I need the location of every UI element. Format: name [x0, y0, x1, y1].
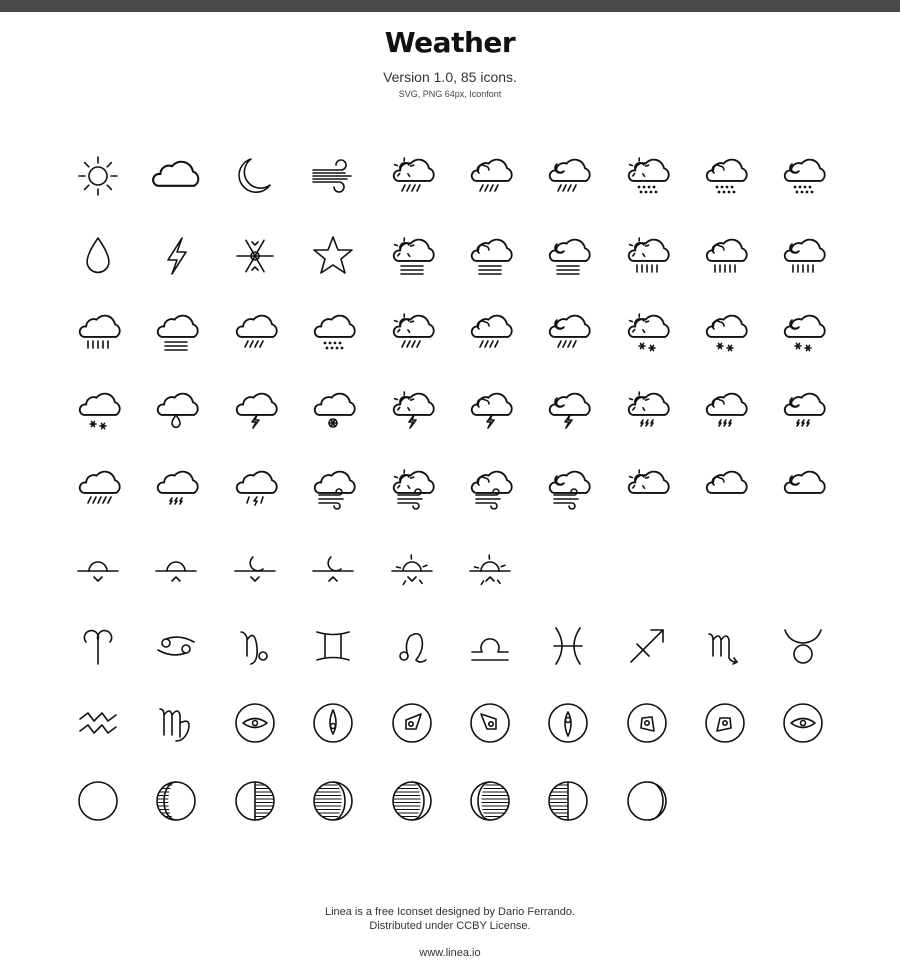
cloud-snow-icon	[315, 316, 355, 349]
cloud-cloud-wind-icon	[472, 472, 512, 509]
compass-northwest-icon	[706, 704, 744, 742]
cloud-cloud-icon	[707, 472, 747, 493]
moonset-icon	[235, 557, 275, 581]
compass-southeast-icon	[628, 704, 666, 742]
sun-icon	[79, 157, 117, 195]
sun-cloud-wind-icon	[394, 470, 434, 509]
sunrise-icon	[156, 562, 196, 581]
moon-cloud-rain-2-icon	[550, 316, 590, 347]
virgo-icon	[160, 709, 189, 741]
cloud-drizzle-icon	[80, 316, 120, 348]
drop-icon	[87, 238, 109, 272]
version-subtitle: Version 1.0, 85 icons.	[383, 69, 517, 85]
cloud-cloud-flakes-icon	[707, 316, 747, 351]
cloud-cloud-drizzle-icon	[707, 240, 747, 272]
last-quarter-icon	[549, 782, 587, 820]
footer-license: Distributed under CCBY License.	[369, 920, 531, 932]
cloud-flakes-icon	[80, 394, 120, 429]
moon-cloud-wind-icon	[550, 472, 590, 509]
star-icon	[314, 237, 352, 273]
sun-cloud-snow-icon	[629, 158, 669, 193]
snowflake-icon	[237, 240, 273, 271]
pisces-icon	[554, 628, 582, 664]
moon-icon	[239, 159, 270, 192]
moon-cloud-flakes-icon	[785, 316, 825, 351]
cloud-drop-icon	[158, 394, 198, 428]
moon-cloud-drizzle-icon	[785, 240, 825, 272]
aries-icon	[84, 631, 111, 664]
cloud-cloud-rain-icon	[472, 160, 512, 191]
sun-cloud-fog-icon	[394, 238, 434, 274]
cloud-cloud-rain-2-icon	[472, 316, 512, 347]
sun-cloud-flakes-icon	[629, 314, 669, 351]
cloud-cloud-lightning-icon	[472, 394, 512, 428]
format-list: SVG, PNG 64px, Iconfont	[398, 89, 502, 99]
moon-cloud-rain-icon	[550, 160, 590, 191]
moon-cloud-fog-icon	[550, 240, 590, 274]
cloud-wind-icon	[315, 472, 355, 509]
sagittarius-icon	[631, 630, 663, 662]
sun-cloud-lightning-icon	[394, 392, 434, 428]
sun-cloud-rain-2-icon	[394, 314, 434, 347]
sunset-icon	[78, 562, 118, 581]
moon-cloud-icon	[785, 472, 825, 493]
capricorn-icon	[241, 632, 267, 664]
cancer-icon	[158, 637, 194, 655]
waning-gibbous-icon	[471, 782, 509, 820]
cloud-snowflake-icon	[315, 394, 355, 427]
cloud-lightning-icon	[237, 394, 277, 428]
taurus-icon	[785, 630, 821, 663]
compass-west-icon	[784, 704, 822, 742]
page-title: Weather	[384, 26, 516, 59]
footer-credit: Linea is a free Iconset designed by Dario Ferrando.	[324, 906, 576, 918]
sun-cloud-icon	[629, 470, 669, 493]
first-quarter-icon	[236, 782, 274, 820]
moon-cloud-lightning-icon	[550, 394, 590, 428]
sun-horizon-up-icon	[470, 555, 510, 584]
compass-southwest-icon	[471, 704, 509, 742]
sun-cloud-storm-icon	[629, 392, 669, 426]
full-moon-icon	[393, 782, 431, 820]
sun-horizon-down-icon	[392, 555, 432, 584]
new-moon-icon	[79, 782, 117, 820]
cloud-rain-icon	[237, 316, 277, 347]
aquarius-icon	[80, 713, 116, 733]
waning-crescent-icon	[628, 782, 666, 820]
cloud-thunder-icon	[237, 472, 277, 505]
footer-site-link[interactable]: www.linea.io	[419, 947, 481, 959]
cloud-heavy-rain-icon	[80, 472, 120, 503]
cloud-cloud-fog-icon	[472, 240, 512, 274]
cloud-icon	[153, 162, 198, 186]
cloud-storm-icon	[158, 472, 198, 504]
waxing-crescent-icon	[157, 782, 195, 820]
leo-icon	[400, 634, 426, 662]
cloud-cloud-storm-icon	[707, 394, 747, 426]
lightning-icon	[168, 238, 186, 274]
moon-cloud-storm-icon	[785, 394, 825, 426]
sun-cloud-drizzle-icon	[629, 238, 669, 272]
moonrise-icon	[313, 557, 353, 581]
wind-icon	[313, 160, 351, 192]
compass-north-icon	[314, 704, 352, 742]
cloud-cloud-snow-icon	[707, 160, 747, 193]
compass-northeast-icon	[393, 704, 431, 742]
scorpio-icon	[709, 634, 737, 664]
waxing-gibbous-icon	[314, 782, 352, 820]
compass-south-icon	[549, 704, 587, 742]
cloud-fog-icon	[158, 316, 198, 350]
sun-cloud-rain-icon	[394, 158, 434, 191]
compass-east-icon	[236, 704, 274, 742]
libra-icon	[472, 639, 508, 660]
gemini-icon	[317, 632, 349, 660]
moon-cloud-snow-icon	[785, 160, 825, 193]
